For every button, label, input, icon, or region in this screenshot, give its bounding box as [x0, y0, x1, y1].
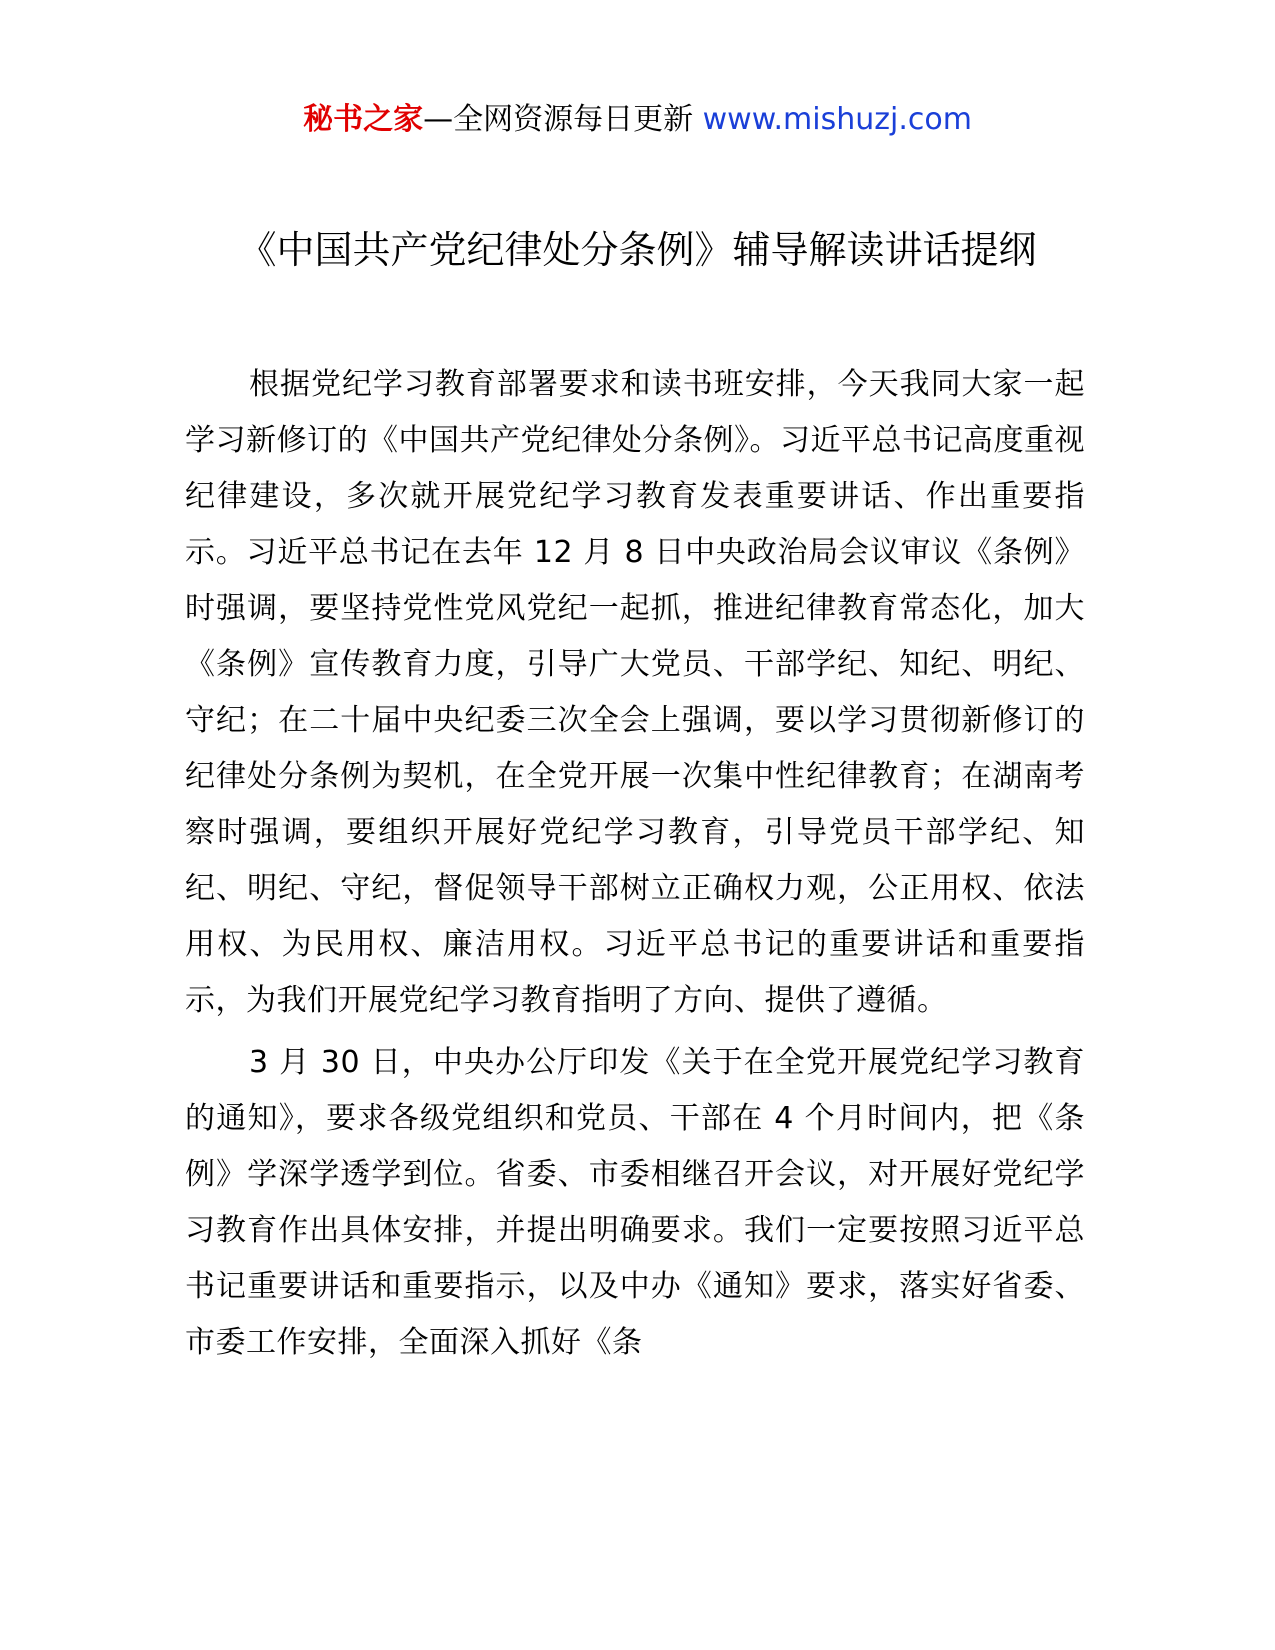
document-body	[185, 357, 1085, 1377]
document-title: 《中国共产党纪律处分条例》辅导解读讲话提纲	[238, 228, 1037, 272]
site-tagline: —全网资源每日更新	[423, 102, 694, 137]
site-header	[0, 100, 1275, 140]
site-url-link[interactable]: www.mishuzj.com	[702, 102, 972, 137]
site-brand: 秘书之家	[303, 102, 424, 137]
body-paragraph-2: 3 月 30 日，中央办公厅印发《关于在全党开展党纪学习教育的通知》，要求各级党组织和党员、干部在 4 个月时间内，把《条例》学深学透学到位。省委、市委相继召开会议，对开展好党纪学习教育作出具体安排，并提出明确要求。我们一定要按照习近平总书记重要讲话和重要指示，以及中办《通知》要求，落实好省委、市委工作安排，全面深入抓好《条	[185, 1045, 1085, 1360]
body-paragraph-1: 根据党纪学习教育部署要求和读书班安排，今天我同大家一起学习新修订的《中国共产党纪律处分条例》。习近平总书记高度重视纪律建设，多次就开展党纪学习教育发表重要讲话、作出重要指示。习近平总书记在去年 12 月 8 日中央政治局会议审议《条例》时强调，要坚持党性党风党纪一起抓，推进纪律教育常态化，加大《条例》宣传教育力度，引导广大党员、干部学纪、知纪、明纪、守纪；在二十届中央纪委三次全会上强调，要以学习贯彻新修订的纪律处分条例为契机，在全党开展一次集中性纪律教育；在湖南考察时强调，要组织开展好党纪学习教育，引导党员干部学纪、知纪、明纪、守纪，督促领导干部树立正确权力观，公正用权、依法用权、为民用权、廉洁用权。习近平总书记的重要讲话和重要指示，为我们开展党纪学习教育指明了方向、提供了遵循。	[185, 367, 1085, 1018]
